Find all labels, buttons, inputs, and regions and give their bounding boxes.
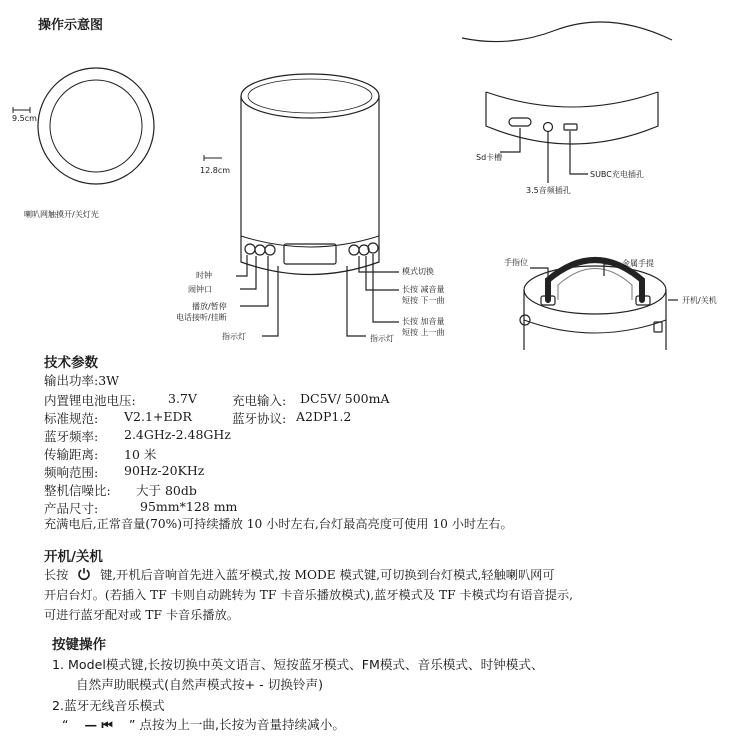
usb-port	[564, 124, 577, 130]
prev-track-description: ” 点按为上一曲,长按为音量持续减小。	[128, 717, 345, 732]
page-title: 操作示意图	[38, 18, 104, 33]
play-pause-button	[265, 245, 275, 255]
spec-distance-value: 10 米	[124, 447, 157, 462]
power-line-3: 可进行蓝牙配对或 TF 卡音乐播放。	[44, 608, 239, 622]
keys-item-2-line-1: 2.蓝牙无线音乐模式	[52, 698, 165, 713]
top-view-inner-ring	[50, 80, 142, 172]
spec-freq-range-label: 频响范围:	[44, 465, 99, 480]
power-line-2: 开启台灯。(若插入 TF 卡则自动跳转为 TF 卡音乐播放模式),蓝牙模式及 TF 卡模式均有语音提示,	[44, 588, 574, 602]
power-icon	[77, 567, 91, 581]
label-call-answer: 电话接听/挂断	[176, 313, 227, 322]
vol-up-button	[368, 243, 378, 253]
spec-protocol-value: A2DP1.2	[296, 409, 352, 424]
power-line-1-prefix: 长按	[44, 568, 69, 582]
spec-standard-label: 标准规范:	[44, 411, 99, 426]
spec-distance-label: 传输距离:	[44, 447, 99, 462]
label-indicator-right: 指示灯	[370, 334, 394, 343]
label-audio-jack: 3.5音频插孔	[526, 186, 571, 195]
spec-bt-freq-value: 2.4GHz-2.48GHz	[124, 427, 231, 442]
label-diameter: 9.5cm	[12, 114, 37, 123]
quote-open: “	[62, 717, 69, 732]
specs-heading: 技术参数	[44, 355, 98, 371]
closeup-top-edge	[462, 22, 672, 42]
spec-battery-voltage-label: 内置锂电池电压:	[44, 393, 136, 408]
clock-button	[245, 244, 255, 254]
spec-freq-range-value: 90Hz-20KHz	[124, 463, 205, 478]
alarm-button	[255, 245, 265, 255]
label-alarm: 闹钟口	[188, 285, 212, 294]
vol-down-button	[359, 245, 369, 255]
label-play-pause: 播放/暂停	[192, 302, 227, 311]
label-indicator-left: 指示灯	[222, 332, 246, 341]
spec-size-value: 95mm*128 mm	[140, 499, 238, 514]
label-mode-switch: 模式切换	[402, 267, 434, 276]
label-vol-down-2: 短按 下一曲	[402, 296, 445, 305]
spec-standard-value: V2.1+EDR	[124, 409, 192, 424]
label-sd-slot: Sd卡槽	[476, 153, 503, 162]
audio-jack	[544, 123, 553, 132]
prev-track-symbol: — ⏮	[84, 717, 113, 732]
label-metal-handle: 金属手提	[622, 259, 654, 268]
spec-battery-life: 充满电后,正常音量(70%)可持续播放 10 小时左右,台灯最高亮度可使用 10 小时左右。	[44, 517, 513, 531]
spec-snr-value: 大于 80db	[136, 483, 197, 498]
label-height: 12.8cm	[200, 166, 231, 175]
label-usb-charge: SUBC充电插孔	[590, 170, 644, 179]
keys-item-2-line-2	[62, 716, 345, 733]
power-heading: 开机/关机	[44, 549, 103, 565]
power-line-1	[44, 567, 555, 584]
keys-item-1-line-2: 自然声助眠模式(自然声模式按+ - 切换铃声)	[76, 677, 324, 692]
spec-protocol-label: 蓝牙协议:	[232, 411, 287, 426]
label-vol-up-1: 长按 加音量	[402, 317, 445, 326]
keys-item-1-line-1: 1. Model模式键,长按切换中英文语言、短按蓝牙模式、FM模式、音乐模式、时钟模式、	[52, 657, 544, 672]
spec-charge-input-label: 充电输入:	[232, 393, 287, 408]
label-vol-down-1: 长按 减音量	[402, 285, 445, 294]
mode-button	[349, 245, 359, 255]
power-line-1-text: 键,开机后音响首先进入蓝牙模式,按 MODE 模式键,可切换到台灯模式,轻触喇叭网可	[100, 568, 555, 582]
top-view-outer-ring	[38, 68, 154, 184]
spec-snr-label: 整机信噪比:	[44, 483, 111, 498]
spec-output-power: 输出功率:3W	[44, 373, 120, 388]
spec-charge-input-value: DC5V/ 500mA	[300, 391, 390, 406]
spec-size-label: 产品尺寸:	[44, 501, 99, 516]
label-handle-position: 手指位	[504, 258, 528, 267]
spec-battery-voltage-value: 3.7V	[168, 391, 197, 406]
keys-heading: 按键操作	[52, 637, 106, 653]
spec-bt-freq-label: 蓝牙频率:	[44, 429, 99, 444]
label-power-switch: 开机/关机	[682, 296, 717, 305]
label-vol-up-2: 短按 上一曲	[402, 328, 445, 337]
label-clock: 时钟	[196, 271, 212, 280]
label-speaker-touch: 喇叭网触摸开/关灯光	[24, 210, 99, 219]
sd-card-slot	[509, 118, 531, 126]
cylinder-top	[241, 74, 379, 118]
